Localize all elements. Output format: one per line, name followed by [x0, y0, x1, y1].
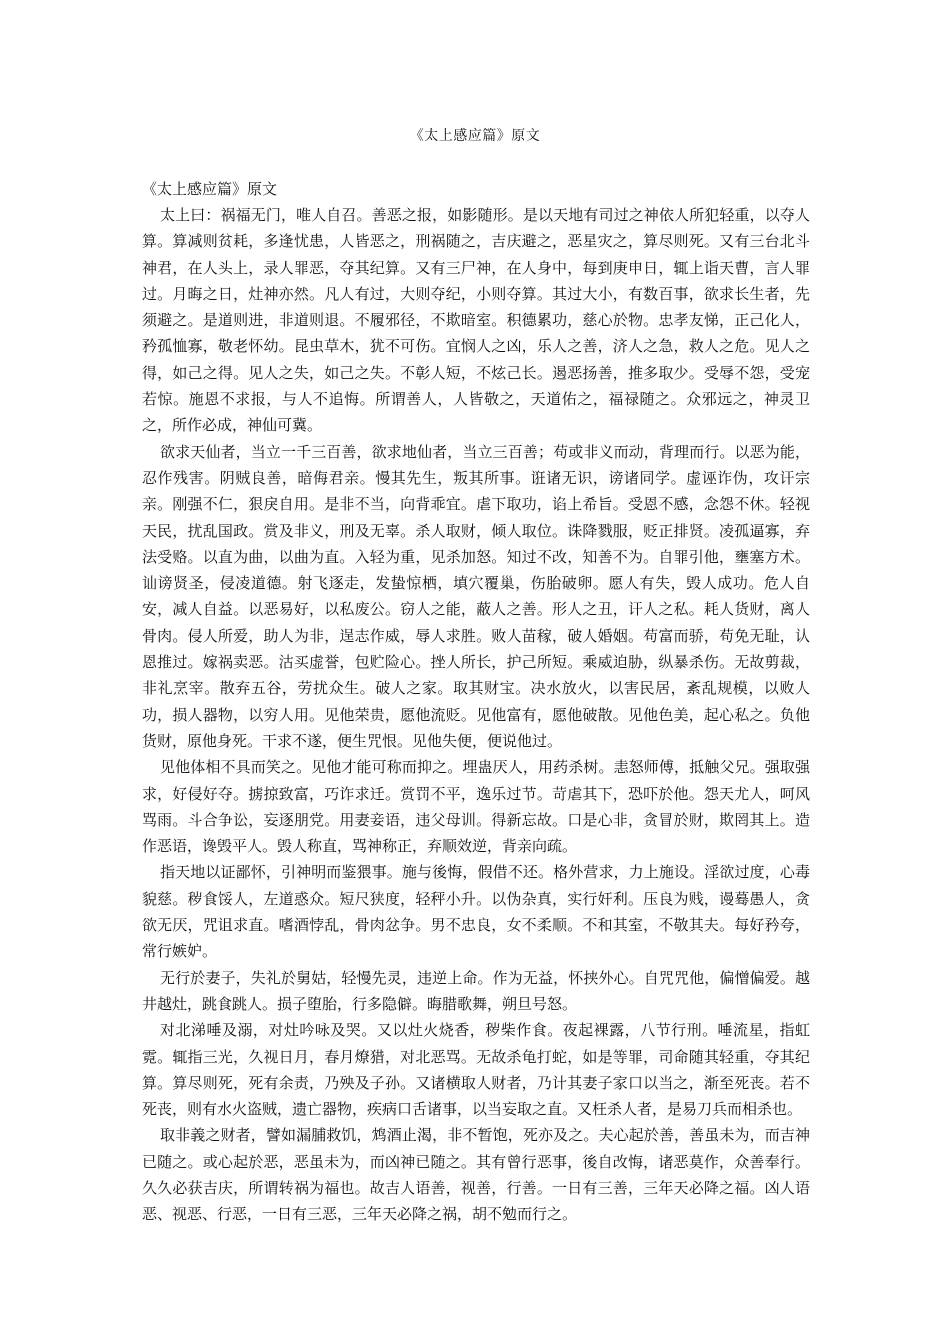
paragraph-1: 太上曰：祸福无门，唯人自召。善恶之报，如影随形。是以天地有司过之神依人所犯轻重，以夺人算。算减则贫耗，多逢忧患，人皆恶之，刑祸随之，吉庆避之，恶星灾之，算尽则死。又有三台北斗神君，在人头上，录人罪恶，夺其纪算。又有三尸神，在人身中，每到庚申日，辄上诣天曹，言人罪过。月晦之日，灶神亦然。凡人有过，大则夺纪，小则夺算。其过大小，有数百事，欲求长生者，先须避之。是道则进，非道则退。不履邪径，不欺暗室。积德累功，慈心於物。忠孝友悌，正己化人，矜孤恤寡，敬老怀幼。昆虫草木，犹不可伤。宜悯人之凶，乐人之善，济人之急，救人之危。见人之得，如己之得。见人之失，如己之失。不彰人短，不炫己长。遏恶扬善，推多取少。受辱不怨，受宠若惊。施恩不求报，与人不追悔。所谓善人，人皆敬之，天道佑之，福禄随之。众邪远之，神灵卫之，所作必成，神仙可冀。 — [142, 206, 810, 435]
document-title: 《太上感应篇》原文 — [409, 128, 541, 144]
paragraph-5: 无行於妻子，失礼於舅姑，轻慢先灵，违逆上命。作为无益，怀挟外心。自咒咒他，偏憎偏爱。越井越灶，跳食跳人。损子堕胎，行多隐僻。晦腊歌舞，朔旦号怒。 — [142, 968, 810, 1013]
paragraph-7: 取非義之财者，譬如漏脯救饥，鸩酒止渴，非不暂饱，死亦及之。夫心起於善，善虽未为，而吉神已随之。或心起於恶，恶虽未为，而凶神已随之。其有曾行恶事，後自改悔，诸恶莫作，众善奉行。久久必获吉庆，所谓转祸为福也。故吉人语善，视善，行善。一日有三善，三年天必降之福。凶人语恶、视恶、行恶，一日有三恶，三年天必降之祸，胡不勉而行之。 — [142, 1126, 810, 1224]
paragraph-3: 见他体相不具而笑之。见他才能可称而抑之。埋蛊厌人，用药杀树。恚怒师傅，抵触父兄。强取强求，好侵好夺。掳掠致富，巧诈求迁。赏罚不平，逸乐过节。苛虐其下，恐吓於他。怨天尤人，呵风骂雨。斗合争讼，妄逐朋党。用妻妾语，违父母训。得新忘故。口是心非，贪冒於财，欺罔其上。造作恶语，谗毁平人。毁人称直，骂神称正，弃顺效逆，背亲向疏。 — [142, 758, 810, 856]
paragraph-6: 对北涕唾及溺，对灶吟咏及哭。又以灶火烧香，秽柴作食。夜起裸露，八节行刑。唾流星，指虹霓。辄指三光，久视日月，春月燎猎，对北恶骂。无故杀龟打蛇，如是等罪，司命随其轻重，夺其纪算。算尽则死，死有余责，乃殃及子孙。又诸横取人财者，乃计其妻子家口以当之，渐至死丧。若不死丧，则有水火盗贼，遗亡器物，疾病口舌诸事，以当妄取之直。又枉杀人者，是易刀兵而相杀也。 — [142, 1021, 810, 1119]
paragraph-4: 指天地以证鄙怀，引神明而鉴猥事。施与後悔，假借不还。格外营求，力上施设。淫欲过度，心毒貌慈。秽食馁人，左道惑众。短尺狭度，轻秤小升。以伪杂真，实行奸利。压良为贱，谩蓦愚人，贪欲无厌，咒诅求直。嗜酒悖乱，骨肉忿争。男不忠良，女不柔顺。不和其室，不敬其夫。每好矜夸，常行嫉妒。 — [142, 863, 810, 961]
paragraph-2: 欲求天仙者，当立一千三百善，欲求地仙者，当立三百善；苟或非义而动，背理而行。以恶为能，忍作残害。阴贼良善，暗侮君亲。慢其先生，叛其所事。诳诸无识，谤诸同学。虚诬诈伪，攻讦宗亲。刚强不仁，狠戾自用。是非不当，向背乖宜。虐下取功，谄上希旨。受恩不感，念怨不休。轻视天民，扰乱国政。赏及非义，刑及无辜。杀人取财，倾人取位。诛降戮服，贬正排贤。凌孤逼寡，弃法受赂。以直为曲，以曲为直。入轻为重，见杀加怒。知过不改，知善不为。自罪引他，壅塞方术。讪谤贤圣，侵凌道德。射飞逐走，发蛰惊栖，填穴覆巢，伤胎破卵。愿人有失，毁人成功。危人自安，减人自益。以恶易好，以私废公。窃人之能，蔽人之善。形人之丑，讦人之私。耗人货财，离人骨肉。侵人所爱，助人为非，逞志作威，辱人求胜。败人苗稼，破人婚姻。苟富而骄，苟免无耻，认恩推过。嫁祸卖恶。沽买虚誉，包贮险心。挫人所长，护己所短。乘威迫胁，纵暴杀伤。无故剪裁，非礼烹宰。散弃五谷，劳扰众生。破人之家。取其财宝。决水放火，以害民居，紊乱规模，以败人功，损人器物，以穷人用。见他荣贵，愿他流贬。见他富有，愿他破散。见他色美，起心私之。负他货财，原他身死。干求不遂，便生咒恨。见他失便，便说他过。 — [142, 442, 810, 750]
section-heading: 《太上感应篇》原文 — [142, 180, 278, 198]
document-body — [142, 176, 810, 1228]
